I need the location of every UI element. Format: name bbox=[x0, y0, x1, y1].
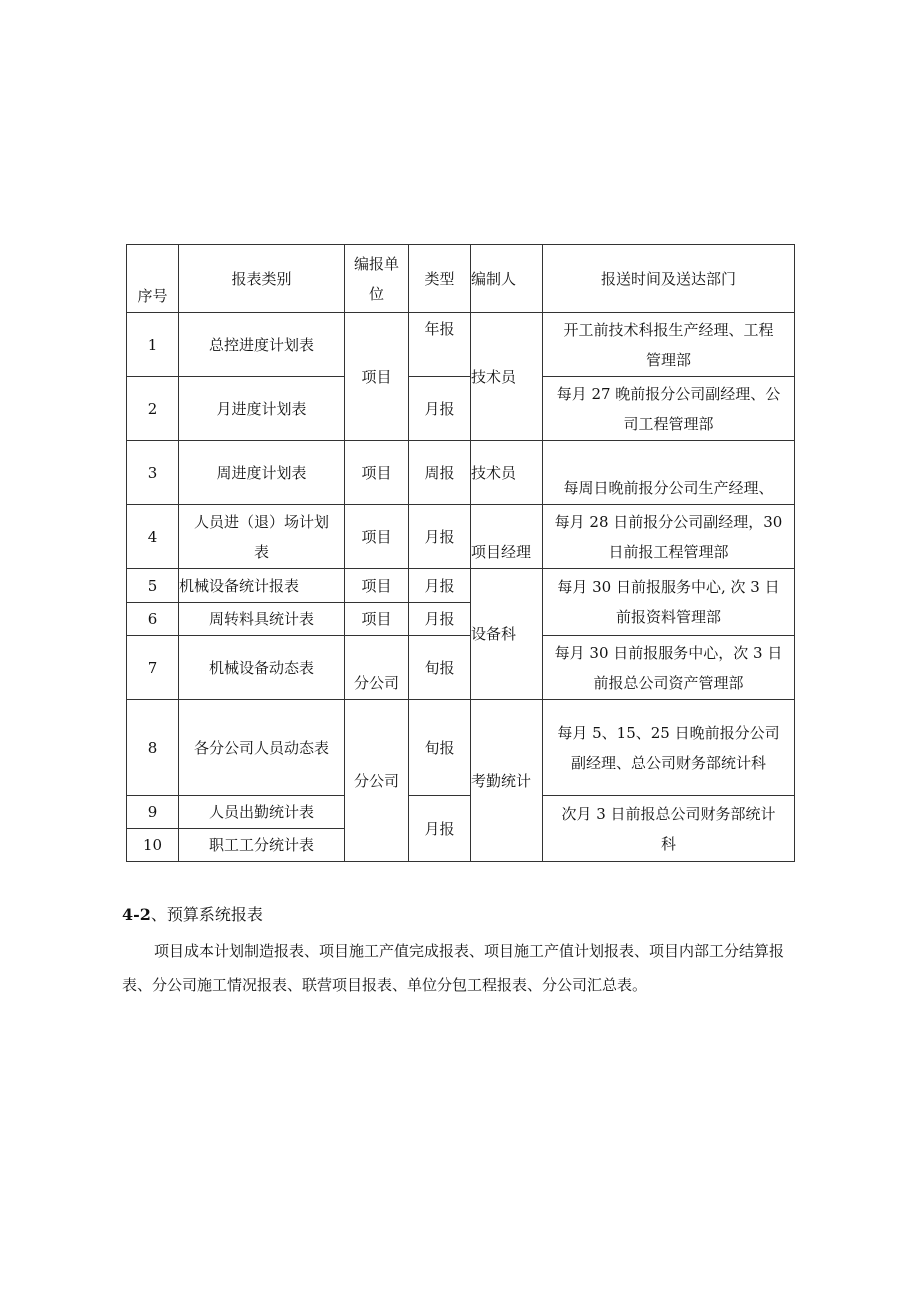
header-unit: 编报单 位 bbox=[345, 245, 409, 313]
row-delivery: 次月 3 日前报总公司财务部统计 科 bbox=[543, 796, 795, 862]
report-table bbox=[126, 244, 795, 862]
row-no: 7 bbox=[127, 636, 179, 700]
section-number: 4-2 bbox=[122, 905, 151, 924]
row-category: 人员进（退）场计划 表 bbox=[179, 505, 345, 569]
header-type: 类型 bbox=[409, 245, 471, 313]
row-author: 技术员 bbox=[471, 313, 543, 441]
table-row bbox=[127, 796, 795, 829]
row-unit: 分公司 bbox=[345, 636, 409, 700]
table-row bbox=[127, 636, 795, 700]
row-author: 设备科 bbox=[471, 569, 543, 700]
row-type: 周报 bbox=[409, 441, 471, 505]
row-delivery: 每月 5、15、25 日晚前报分公司 副经理、总公司财务部统计科 bbox=[543, 700, 795, 796]
row-no: 3 bbox=[127, 441, 179, 505]
section-title-text: 、预算系统报表 bbox=[150, 905, 263, 924]
row-unit: 项目 bbox=[345, 603, 409, 636]
row-category: 月进度计划表 bbox=[179, 377, 345, 441]
row-no: 8 bbox=[127, 700, 179, 796]
row-unit: 项目 bbox=[345, 313, 409, 441]
row-unit: 项目 bbox=[345, 569, 409, 603]
row-delivery: 每月 27 晚前报分公司副经理、公 司工程管理部 bbox=[543, 377, 795, 441]
table-row bbox=[127, 505, 795, 569]
row-delivery: 每周日晚前报分公司生产经理、 bbox=[543, 441, 795, 505]
row-delivery: 开工前技术科报生产经理、工程 管理部 bbox=[543, 313, 795, 377]
header-author: 编制人 bbox=[471, 245, 543, 313]
header-delivery: 报送时间及送达部门 bbox=[543, 245, 795, 313]
row-author: 技术员 bbox=[471, 441, 543, 505]
row-delivery: 每月 28 日前报分公司副经理，30 日前报工程管理部 bbox=[543, 505, 795, 569]
row-category: 人员出勤统计表 bbox=[179, 796, 345, 829]
row-type: 年报 bbox=[409, 313, 471, 377]
row-no: 1 bbox=[127, 313, 179, 377]
row-category: 总控进度计划表 bbox=[179, 313, 345, 377]
row-delivery: 每月 30 日前报服务中心，次 3 日 前报总公司资产管理部 bbox=[543, 636, 795, 700]
row-type: 月报 bbox=[409, 796, 471, 862]
row-unit: 分公司 bbox=[345, 700, 409, 862]
table-row bbox=[127, 569, 795, 603]
row-author: 考勤统计 bbox=[471, 700, 543, 862]
row-type: 旬报 bbox=[409, 636, 471, 700]
row-category: 机械设备动态表 bbox=[179, 636, 345, 700]
row-type: 月报 bbox=[409, 569, 471, 603]
row-category: 职工工分统计表 bbox=[179, 829, 345, 862]
row-category: 周进度计划表 bbox=[179, 441, 345, 505]
table-header-row bbox=[127, 245, 795, 313]
table-row bbox=[127, 441, 795, 505]
row-category: 周转料具统计表 bbox=[179, 603, 345, 636]
row-no: 6 bbox=[127, 603, 179, 636]
row-type: 月报 bbox=[409, 377, 471, 441]
row-type: 月报 bbox=[409, 505, 471, 569]
section-body: 项目成本计划制造报表、项目施工产值完成报表、项目施工产值计划报表、项目内部工分结算报表、分公司施工情况报表、联营项目报表、单位分包工程报表、分公司汇总表。 bbox=[122, 942, 785, 994]
row-delivery: 每月 30 日前报服务中心, 次 3 日 前报资料管理部 bbox=[543, 569, 795, 636]
row-category: 各分公司人员动态表 bbox=[179, 700, 345, 796]
row-no: 9 bbox=[127, 796, 179, 829]
table-row bbox=[127, 313, 795, 377]
row-category: 机械设备统计报表 bbox=[179, 569, 345, 603]
row-unit: 项目 bbox=[345, 441, 409, 505]
row-type: 月报 bbox=[409, 603, 471, 636]
row-no: 4 bbox=[127, 505, 179, 569]
table-row bbox=[127, 377, 795, 441]
row-type: 旬报 bbox=[409, 700, 471, 796]
row-no: 5 bbox=[127, 569, 179, 603]
header-category: 报表类别 bbox=[179, 245, 345, 313]
header-no: 序号 bbox=[127, 245, 179, 313]
row-author: 项目经理 bbox=[471, 505, 543, 569]
row-unit: 项目 bbox=[345, 505, 409, 569]
row-no: 2 bbox=[127, 377, 179, 441]
row-no: 10 bbox=[127, 829, 179, 862]
table-row bbox=[127, 700, 795, 796]
section-title bbox=[122, 902, 263, 925]
